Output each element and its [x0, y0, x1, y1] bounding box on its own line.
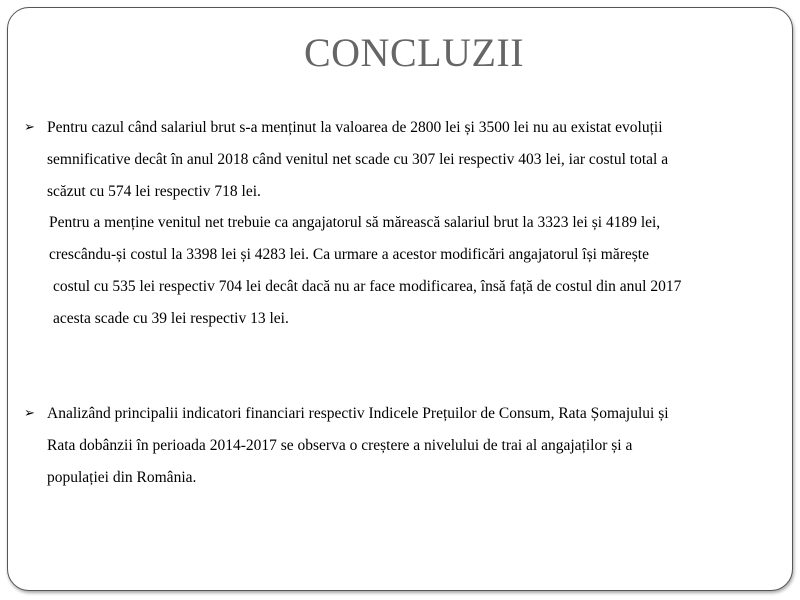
paragraph-2-line-3: costul cu 535 lei respectiv 704 lei decât dacă nu ar face modificarea, însă față de costul din anul 2017: [53, 278, 682, 295]
paragraph-3-line-2: Rata dobânzii în perioada 2014-2017 se observa o creștere a nivelului de trai al angajaților și a: [47, 437, 633, 454]
paragraph-2-line-2: crescându-și costul la 3398 lei și 4283 lei. Ca urmare a acestor modificări angajatorul își mărește: [49, 246, 649, 263]
paragraph-3-line-1: Analizând principalii indicatori financiari respectiv Indicele Prețuilor de Consum, Rata Șomajului și: [47, 405, 669, 422]
bullet-arrow-icon: ➢: [24, 406, 35, 421]
slide-frame: [7, 7, 793, 591]
paragraph-1-line-3: scăzut cu 574 lei respectiv 718 lei.: [47, 183, 261, 200]
bullet-arrow-icon: ➢: [24, 120, 35, 135]
paragraph-2-line-4: acesta scade cu 39 lei respectiv 13 lei.: [53, 310, 289, 327]
paragraph-2-line-1: Pentru a menține venitul net trebuie ca angajatorul să mărească salariul brut la 3323 lei și 4189 lei,: [49, 214, 661, 231]
paragraph-3-line-3: populației din România.: [47, 469, 197, 486]
slide-title: CONCLUZII: [303, 30, 525, 75]
paragraph-1-line-2: semnificative decât în anul 2018 când venitul net scade cu 307 lei respectiv 403 lei, iar costul total a: [47, 151, 669, 168]
paragraph-1-line-1: Pentru cazul când salariul brut s-a menținut la valoarea de 2800 lei și 3500 lei nu au existat evoluții: [47, 119, 663, 136]
